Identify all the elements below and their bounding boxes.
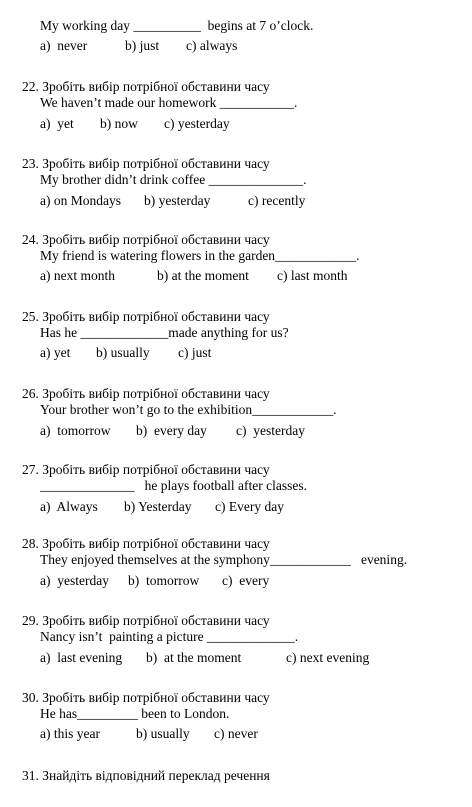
option-21b[interactable]: b) just [125,38,160,53]
heading-24: 24. Зробіть вибір потрібної обставини часу [22,232,270,247]
option-26b[interactable]: b) every day [136,423,207,438]
heading-27: 27. Зробіть вибір потрібної обставини часу [22,462,270,477]
option-27c[interactable]: c) Every day [215,499,284,514]
sentence-23: My brother didn’t drink coffee ______________. [40,172,307,187]
heading-28: 28. Зробіть вибір потрібної обставини часу [22,536,270,551]
option-29c[interactable]: c) next evening [286,650,370,665]
option-21a[interactable]: a) never [40,38,88,53]
heading-23: 23. Зробіть вибір потрібної обставини часу [22,156,270,171]
option-21c[interactable]: c) always [186,38,238,53]
option-25b[interactable]: b) usually [96,345,150,360]
heading-30: 30. Зробіть вибір потрібної обставини часу [22,690,270,705]
option-22a[interactable]: a) yet [40,116,74,131]
option-23a[interactable]: a) on Mondays [40,193,121,208]
heading-25: 25. Зробіть вибір потрібної обставини часу [22,309,270,324]
sentence-29: Nancy isn’t painting a picture _____________. [40,629,299,644]
option-29a[interactable]: a) last evening [40,650,123,665]
option-23c[interactable]: c) recently [248,193,306,208]
heading-29: 29. Зробіть вибір потрібної обставини часу [22,613,270,628]
sentence-22: We haven’t made our homework ___________. [40,95,298,110]
option-24c[interactable]: c) last month [277,268,348,283]
option-27a[interactable]: a) Always [40,499,98,514]
sentence-26: Your brother won’t go to the exhibition____________. [40,402,337,417]
option-23b[interactable]: b) yesterday [144,193,211,208]
option-30a[interactable]: a) this year [40,726,100,741]
sentence-30: He has_________ been to London. [40,706,230,721]
option-29b[interactable]: b) at the moment [146,650,242,665]
option-30c[interactable]: c) never [214,726,258,741]
option-27b[interactable]: b) Yesterday [124,499,192,514]
heading-31: 31. Знайдіть відповідний переклад речення [22,768,270,783]
option-28a[interactable]: a) yesterday [40,573,109,588]
sentence-21: My working day __________ begins at 7 o’clock. [40,18,314,33]
option-24b[interactable]: b) at the moment [157,268,249,283]
option-30b[interactable]: b) usually [136,726,190,741]
heading-26: 26. Зробіть вибір потрібної обставини часу [22,386,270,401]
option-24a[interactable]: a) next month [40,268,115,283]
sentence-27: ______________ he plays football after classes. [40,478,307,493]
option-22b[interactable]: b) now [100,116,138,131]
option-28c[interactable]: c) every [222,573,270,588]
option-28b[interactable]: b) tomorrow [128,573,200,588]
option-26c[interactable]: c) yesterday [236,423,305,438]
heading-22: 22. Зробіть вибір потрібної обставини часу [22,79,270,94]
option-26a[interactable]: a) tomorrow [40,423,111,438]
sentence-28: They enjoyed themselves at the symphony____________ evening. [40,552,408,567]
option-25c[interactable]: c) just [178,345,212,360]
sentence-25: Has he _____________made anything for us? [40,325,289,340]
option-22c[interactable]: c) yesterday [164,116,230,131]
sentence-24: My friend is watering flowers in the garden____________. [40,248,360,263]
option-25a[interactable]: a) yet [40,345,71,360]
